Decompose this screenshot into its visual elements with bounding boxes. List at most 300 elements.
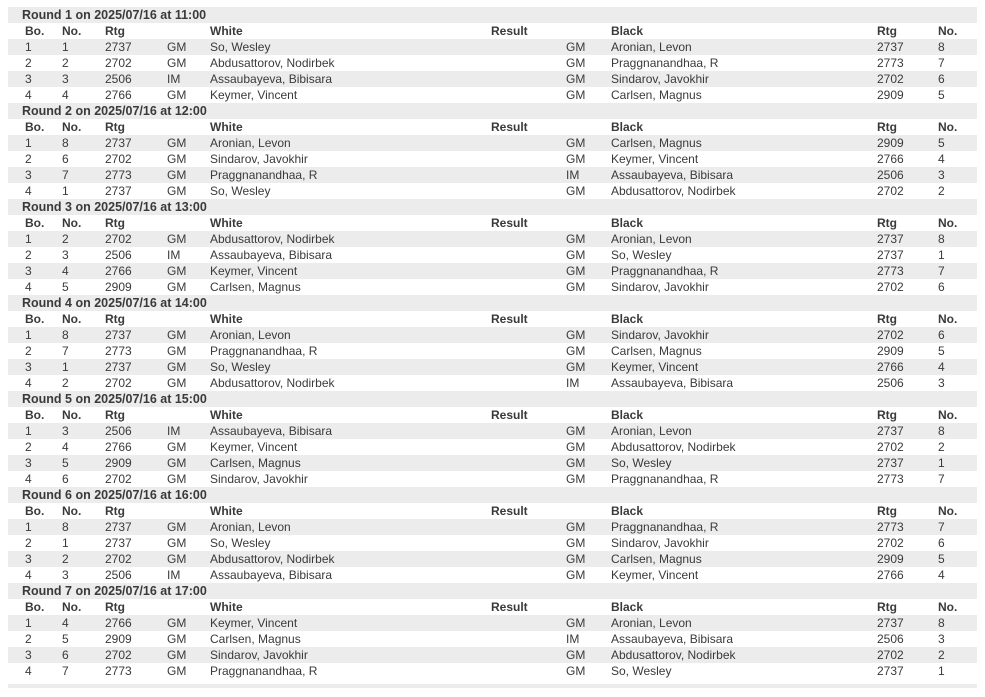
result-cell xyxy=(491,359,566,375)
white-no-cell: 8 xyxy=(62,520,69,534)
white-no-cell: 4 xyxy=(62,88,69,102)
black-title-cell: GM xyxy=(566,520,586,534)
black-rating-cell: 2702 xyxy=(877,184,904,198)
black-player-cell: Carlsen, Magnus xyxy=(611,344,702,358)
column-header-white-player: White xyxy=(210,407,491,423)
white-no-cell: 1 xyxy=(62,536,69,550)
black-no-cell: 7 xyxy=(938,520,945,534)
pairings-body xyxy=(8,135,977,199)
black-player-cell: Sindarov, Javokhir xyxy=(611,72,709,86)
white-no-cell: 1 xyxy=(62,184,69,198)
white-title-cell: GM xyxy=(167,168,187,182)
column-header-white-no: No. xyxy=(62,119,105,135)
rounds-container xyxy=(8,7,977,679)
black-player-cell: Keymer, Vincent xyxy=(611,360,699,374)
pairings-table xyxy=(8,215,977,295)
white-rating-cell: 2766 xyxy=(105,264,132,278)
column-header-white-rating: Rtg xyxy=(105,407,167,423)
board-number-cell: 3 xyxy=(25,360,32,374)
result-cell xyxy=(491,263,566,279)
round-title: Round 1 on 2025/07/16 at 11:00 xyxy=(8,7,977,23)
white-title-cell: GM xyxy=(167,520,187,534)
black-rating-cell: 2737 xyxy=(877,232,904,246)
round-title: Round 3 on 2025/07/16 at 13:00 xyxy=(8,199,977,215)
column-header-black-player: Black xyxy=(611,215,877,231)
white-player-cell: So, Wesley xyxy=(210,536,271,550)
white-title-cell: GM xyxy=(167,536,187,550)
black-rating-cell: 2909 xyxy=(877,344,904,358)
black-rating-cell: 2737 xyxy=(877,40,904,54)
black-title-cell: GM xyxy=(566,248,586,262)
board-number-cell: 1 xyxy=(25,40,32,54)
white-title-cell: IM xyxy=(167,424,181,438)
white-player-cell: Assaubayeva, Bibisara xyxy=(210,424,333,438)
board-number-cell: 4 xyxy=(25,280,32,294)
board-number-cell: 1 xyxy=(25,232,32,246)
black-player-cell: Keymer, Vincent xyxy=(611,568,699,582)
column-header-white-rating: Rtg xyxy=(105,215,167,231)
white-title-cell: IM xyxy=(167,248,181,262)
white-rating-cell: 2737 xyxy=(105,184,132,198)
white-rating-cell: 2737 xyxy=(105,40,132,54)
black-title-cell: IM xyxy=(566,376,580,390)
pairing-row xyxy=(8,327,977,343)
board-number-cell: 3 xyxy=(25,168,32,182)
black-title-cell: GM xyxy=(566,536,586,550)
white-no-cell: 1 xyxy=(62,360,69,374)
white-player-cell: Sindarov, Javokhir xyxy=(210,648,308,662)
black-no-cell: 7 xyxy=(938,472,945,486)
pairing-row xyxy=(8,471,977,487)
board-number-cell: 2 xyxy=(25,632,32,646)
column-header-board: Bo. xyxy=(8,407,62,423)
black-title-cell: GM xyxy=(566,472,586,486)
black-no-cell: 8 xyxy=(938,232,945,246)
white-rating-cell: 2702 xyxy=(105,56,132,70)
result-cell xyxy=(491,247,566,263)
white-title-cell: GM xyxy=(167,360,187,374)
board-number-cell: 2 xyxy=(25,248,32,262)
black-no-cell: 5 xyxy=(938,552,945,566)
black-player-cell: Sindarov, Javokhir xyxy=(611,280,709,294)
round-title: Round 5 on 2025/07/16 at 15:00 xyxy=(8,391,977,407)
white-rating-cell: 2773 xyxy=(105,344,132,358)
board-number-cell: 2 xyxy=(25,152,32,166)
white-title-cell: GM xyxy=(167,456,187,470)
white-no-cell: 6 xyxy=(62,472,69,486)
black-title-cell: GM xyxy=(566,280,586,294)
white-title-cell: GM xyxy=(167,440,187,454)
white-player-cell: Keymer, Vincent xyxy=(210,440,298,454)
result-cell xyxy=(491,327,566,343)
column-header-row xyxy=(8,311,977,327)
column-header-black-title xyxy=(566,599,611,615)
column-header-black-no: No. xyxy=(938,407,977,423)
pairing-row xyxy=(8,87,977,103)
white-player-cell: Assaubayeva, Bibisara xyxy=(210,248,333,262)
result-cell xyxy=(491,343,566,359)
column-header-white-player: White xyxy=(210,311,491,327)
white-rating-cell: 2506 xyxy=(105,248,132,262)
white-no-cell: 6 xyxy=(62,152,69,166)
column-header-black-title xyxy=(566,215,611,231)
white-no-cell: 4 xyxy=(62,616,69,630)
black-title-cell: GM xyxy=(566,616,586,630)
pairing-row xyxy=(8,135,977,151)
white-title-cell: GM xyxy=(167,136,187,150)
column-header-row xyxy=(8,23,977,39)
column-header-black-rating: Rtg xyxy=(877,119,938,135)
column-header-black-player: Black xyxy=(611,407,877,423)
black-title-cell: GM xyxy=(566,328,586,342)
result-cell xyxy=(491,167,566,183)
black-no-cell: 8 xyxy=(938,40,945,54)
black-player-cell: Abdusattorov, Nodirbek xyxy=(611,440,736,454)
white-player-cell: Abdusattorov, Nodirbek xyxy=(210,232,335,246)
white-player-cell: Aronian, Levon xyxy=(210,136,291,150)
white-title-cell: GM xyxy=(167,40,187,54)
white-rating-cell: 2737 xyxy=(105,136,132,150)
board-number-cell: 4 xyxy=(25,568,32,582)
black-title-cell: GM xyxy=(566,552,586,566)
pairings-body xyxy=(8,519,977,583)
column-header-black-player: Black xyxy=(611,119,877,135)
black-no-cell: 7 xyxy=(938,56,945,70)
white-no-cell: 4 xyxy=(62,440,69,454)
board-number-cell: 1 xyxy=(25,136,32,150)
white-player-cell: Abdusattorov, Nodirbek xyxy=(210,376,335,390)
black-title-cell: GM xyxy=(566,232,586,246)
pairing-row xyxy=(8,615,977,631)
result-cell xyxy=(491,615,566,631)
round-section xyxy=(8,583,977,679)
black-rating-cell: 2506 xyxy=(877,632,904,646)
white-no-cell: 8 xyxy=(62,136,69,150)
column-header-white-rating: Rtg xyxy=(105,503,167,519)
pairing-row xyxy=(8,551,977,567)
white-player-cell: Praggnanandhaa, R xyxy=(210,664,318,678)
pairing-row xyxy=(8,567,977,583)
black-rating-cell: 2506 xyxy=(877,376,904,390)
board-number-cell: 3 xyxy=(25,456,32,470)
pairing-row xyxy=(8,167,977,183)
column-header-black-title xyxy=(566,23,611,39)
column-header-white-rating: Rtg xyxy=(105,311,167,327)
column-header-white-player: White xyxy=(210,503,491,519)
white-no-cell: 5 xyxy=(62,632,69,646)
column-header-result: Result xyxy=(491,407,566,423)
black-player-cell: Abdusattorov, Nodirbek xyxy=(611,184,736,198)
white-no-cell: 3 xyxy=(62,424,69,438)
black-player-cell: Assaubayeva, Bibisara xyxy=(611,632,734,646)
black-title-cell: GM xyxy=(566,648,586,662)
white-rating-cell: 2909 xyxy=(105,456,132,470)
white-no-cell: 7 xyxy=(62,168,69,182)
black-player-cell: Aronian, Levon xyxy=(611,424,692,438)
column-header-black-no: No. xyxy=(938,503,977,519)
column-header-white-player: White xyxy=(210,215,491,231)
round-section xyxy=(8,7,977,103)
black-title-cell: GM xyxy=(566,568,586,582)
white-title-cell: GM xyxy=(167,376,187,390)
column-header-white-no: No. xyxy=(62,599,105,615)
board-number-cell: 3 xyxy=(25,72,32,86)
result-cell xyxy=(491,55,566,71)
pairing-row xyxy=(8,55,977,71)
white-title-cell: GM xyxy=(167,344,187,358)
black-player-cell: Sindarov, Javokhir xyxy=(611,536,709,550)
white-player-cell: Keymer, Vincent xyxy=(210,88,298,102)
column-header-white-title xyxy=(167,599,210,615)
pairings-table xyxy=(8,23,977,103)
board-number-cell: 2 xyxy=(25,536,32,550)
board-number-cell: 4 xyxy=(25,664,32,678)
column-header-result: Result xyxy=(491,23,566,39)
black-player-cell: Assaubayeva, Bibisara xyxy=(611,376,734,390)
white-title-cell: GM xyxy=(167,264,187,278)
black-no-cell: 8 xyxy=(938,424,945,438)
black-no-cell: 4 xyxy=(938,360,945,374)
white-player-cell: Sindarov, Javokhir xyxy=(210,472,308,486)
black-player-cell: Aronian, Levon xyxy=(611,232,692,246)
column-header-board: Bo. xyxy=(8,599,62,615)
white-rating-cell: 2506 xyxy=(105,424,132,438)
black-player-cell: Sindarov, Javokhir xyxy=(611,328,709,342)
pairing-row xyxy=(8,439,977,455)
result-cell xyxy=(491,151,566,167)
black-no-cell: 3 xyxy=(938,632,945,646)
pairings-body xyxy=(8,423,977,487)
white-no-cell: 7 xyxy=(62,344,69,358)
black-player-cell: Keymer, Vincent xyxy=(611,152,699,166)
black-player-cell: Abdusattorov, Nodirbek xyxy=(611,648,736,662)
column-header-black-rating: Rtg xyxy=(877,599,938,615)
result-cell xyxy=(491,567,566,583)
pairings-table xyxy=(8,599,977,679)
result-cell xyxy=(491,471,566,487)
white-no-cell: 2 xyxy=(62,232,69,246)
white-rating-cell: 2909 xyxy=(105,280,132,294)
black-rating-cell: 2506 xyxy=(877,168,904,182)
column-header-board: Bo. xyxy=(8,119,62,135)
black-rating-cell: 2909 xyxy=(877,88,904,102)
black-no-cell: 2 xyxy=(938,184,945,198)
white-player-cell: Assaubayeva, Bibisara xyxy=(210,72,333,86)
black-rating-cell: 2702 xyxy=(877,280,904,294)
board-number-cell: 4 xyxy=(25,472,32,486)
result-cell xyxy=(491,631,566,647)
white-title-cell: GM xyxy=(167,184,187,198)
white-title-cell: IM xyxy=(167,72,181,86)
column-header-black-rating: Rtg xyxy=(877,407,938,423)
white-player-cell: Sindarov, Javokhir xyxy=(210,152,308,166)
white-title-cell: GM xyxy=(167,664,187,678)
column-header-white-title xyxy=(167,119,210,135)
result-cell xyxy=(491,423,566,439)
black-no-cell: 7 xyxy=(938,264,945,278)
black-player-cell: Aronian, Levon xyxy=(611,616,692,630)
black-player-cell: Carlsen, Magnus xyxy=(611,88,702,102)
white-rating-cell: 2506 xyxy=(105,568,132,582)
white-rating-cell: 2766 xyxy=(105,440,132,454)
result-cell xyxy=(491,375,566,391)
white-player-cell: So, Wesley xyxy=(210,360,271,374)
white-title-cell: GM xyxy=(167,280,187,294)
white-player-cell: Assaubayeva, Bibisara xyxy=(210,568,333,582)
black-player-cell: Praggnanandhaa, R xyxy=(611,56,719,70)
black-no-cell: 5 xyxy=(938,136,945,150)
black-rating-cell: 2773 xyxy=(877,264,904,278)
column-header-white-no: No. xyxy=(62,215,105,231)
white-title-cell: IM xyxy=(167,568,181,582)
board-number-cell: 2 xyxy=(25,56,32,70)
white-player-cell: Carlsen, Magnus xyxy=(210,280,301,294)
black-player-cell: Praggnanandhaa, R xyxy=(611,264,719,278)
column-header-white-no: No. xyxy=(62,503,105,519)
pairings-table xyxy=(8,119,977,199)
black-no-cell: 5 xyxy=(938,88,945,102)
black-rating-cell: 2773 xyxy=(877,520,904,534)
pairing-row xyxy=(8,71,977,87)
column-header-black-rating: Rtg xyxy=(877,311,938,327)
round-section xyxy=(8,391,977,487)
white-title-cell: GM xyxy=(167,552,187,566)
black-title-cell: GM xyxy=(566,424,586,438)
black-rating-cell: 2766 xyxy=(877,568,904,582)
pairing-row xyxy=(8,359,977,375)
column-header-white-rating: Rtg xyxy=(105,599,167,615)
column-header-black-no: No. xyxy=(938,311,977,327)
black-no-cell: 5 xyxy=(938,344,945,358)
column-header-black-no: No. xyxy=(938,599,977,615)
round-section xyxy=(8,199,977,295)
black-rating-cell: 2773 xyxy=(877,56,904,70)
column-header-black-rating: Rtg xyxy=(877,23,938,39)
column-header-black-title xyxy=(566,311,611,327)
black-title-cell: GM xyxy=(566,184,586,198)
pairings-table xyxy=(8,311,977,391)
board-number-cell: 1 xyxy=(25,424,32,438)
board-number-cell: 2 xyxy=(25,440,32,454)
white-title-cell: GM xyxy=(167,472,187,486)
black-no-cell: 3 xyxy=(938,168,945,182)
column-header-row xyxy=(8,599,977,615)
black-title-cell: GM xyxy=(566,664,586,678)
white-rating-cell: 2702 xyxy=(105,232,132,246)
white-rating-cell: 2909 xyxy=(105,632,132,646)
column-header-board: Bo. xyxy=(8,23,62,39)
column-header-white-no: No. xyxy=(62,311,105,327)
board-number-cell: 4 xyxy=(25,88,32,102)
white-rating-cell: 2702 xyxy=(105,648,132,662)
column-header-white-title xyxy=(167,215,210,231)
pairing-row xyxy=(8,263,977,279)
black-no-cell: 6 xyxy=(938,536,945,550)
white-rating-cell: 2702 xyxy=(105,552,132,566)
black-player-cell: Aronian, Levon xyxy=(611,40,692,54)
black-title-cell: GM xyxy=(566,456,586,470)
bottom-divider xyxy=(8,684,977,688)
pairing-row xyxy=(8,535,977,551)
black-title-cell: GM xyxy=(566,440,586,454)
pairing-row xyxy=(8,231,977,247)
white-no-cell: 2 xyxy=(62,376,69,390)
black-player-cell: Praggnanandhaa, R xyxy=(611,520,719,534)
white-rating-cell: 2506 xyxy=(105,72,132,86)
round-title: Round 2 on 2025/07/16 at 12:00 xyxy=(8,103,977,119)
black-rating-cell: 2737 xyxy=(877,248,904,262)
pairings-body xyxy=(8,231,977,295)
column-header-white-title xyxy=(167,503,210,519)
column-header-row xyxy=(8,407,977,423)
white-rating-cell: 2773 xyxy=(105,664,132,678)
result-cell xyxy=(491,39,566,55)
black-rating-cell: 2737 xyxy=(877,616,904,630)
pairing-row xyxy=(8,39,977,55)
black-title-cell: GM xyxy=(566,344,586,358)
white-player-cell: Carlsen, Magnus xyxy=(210,632,301,646)
column-header-white-player: White xyxy=(210,119,491,135)
black-rating-cell: 2702 xyxy=(877,536,904,550)
white-title-cell: GM xyxy=(167,632,187,646)
black-rating-cell: 2737 xyxy=(877,664,904,678)
round-section xyxy=(8,103,977,199)
result-cell xyxy=(491,71,566,87)
white-no-cell: 3 xyxy=(62,248,69,262)
column-header-black-rating: Rtg xyxy=(877,503,938,519)
column-header-white-rating: Rtg xyxy=(105,23,167,39)
black-rating-cell: 2773 xyxy=(877,472,904,486)
result-cell xyxy=(491,183,566,199)
column-header-white-rating: Rtg xyxy=(105,119,167,135)
result-cell xyxy=(491,279,566,295)
pairing-row xyxy=(8,631,977,647)
board-number-cell: 3 xyxy=(25,264,32,278)
white-rating-cell: 2702 xyxy=(105,152,132,166)
column-header-board: Bo. xyxy=(8,215,62,231)
column-header-white-title xyxy=(167,311,210,327)
black-no-cell: 3 xyxy=(938,376,945,390)
column-header-board: Bo. xyxy=(8,503,62,519)
white-player-cell: Praggnanandhaa, R xyxy=(210,168,318,182)
white-no-cell: 8 xyxy=(62,328,69,342)
result-cell xyxy=(491,535,566,551)
column-header-white-no: No. xyxy=(62,407,105,423)
black-title-cell: GM xyxy=(566,264,586,278)
white-no-cell: 4 xyxy=(62,264,69,278)
white-title-cell: GM xyxy=(167,56,187,70)
black-player-cell: So, Wesley xyxy=(611,456,672,470)
black-title-cell: GM xyxy=(566,152,586,166)
pairing-row xyxy=(8,375,977,391)
black-no-cell: 6 xyxy=(938,72,945,86)
column-header-black-title xyxy=(566,503,611,519)
pairing-row xyxy=(8,519,977,535)
white-player-cell: So, Wesley xyxy=(210,40,271,54)
pairing-row xyxy=(8,279,977,295)
white-player-cell: So, Wesley xyxy=(210,184,271,198)
white-no-cell: 7 xyxy=(62,664,69,678)
white-player-cell: Aronian, Levon xyxy=(210,520,291,534)
white-player-cell: Carlsen, Magnus xyxy=(210,456,301,470)
board-number-cell: 4 xyxy=(25,376,32,390)
column-header-result: Result xyxy=(491,599,566,615)
pairing-row xyxy=(8,343,977,359)
black-rating-cell: 2737 xyxy=(877,424,904,438)
pairing-row xyxy=(8,151,977,167)
black-no-cell: 2 xyxy=(938,440,945,454)
black-no-cell: 2 xyxy=(938,648,945,662)
